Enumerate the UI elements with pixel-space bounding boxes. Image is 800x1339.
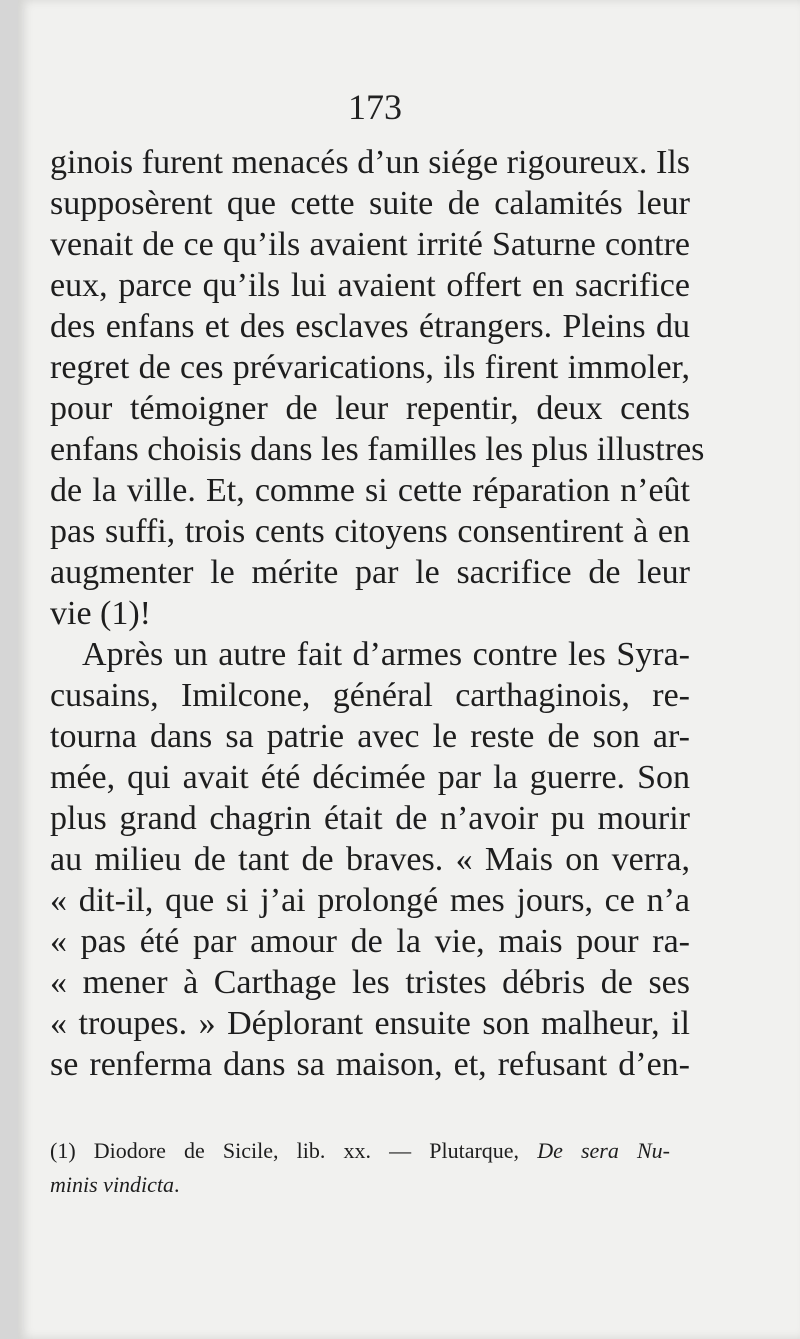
text-line: des enfans et des esclaves étrangers. Pleins du bbox=[50, 308, 690, 345]
footnote-title: De sera Nu- bbox=[537, 1138, 670, 1163]
text-line: venait de ce qu’ils avaient irrité Saturne contre bbox=[50, 226, 690, 263]
body-text bbox=[50, 142, 705, 1085]
footnote-line bbox=[50, 1168, 670, 1202]
text-line: au milieu de tant de braves. « Mais on verra, bbox=[50, 841, 690, 878]
text-line: mée, qui avait été décimée par la guerre. Son bbox=[50, 759, 690, 796]
footnote-title-continued: minis vindicta bbox=[50, 1172, 175, 1197]
text-line: plus grand chagrin était de n’avoir pu mourir bbox=[50, 800, 690, 837]
text-line: eux, parce qu’ils lui avaient offert en sacrifice bbox=[50, 267, 690, 304]
text-line: se renferma dans sa maison, et, refusant d’en- bbox=[50, 1046, 690, 1083]
book-page bbox=[18, 0, 800, 1339]
text-line: vie (1)! bbox=[50, 595, 152, 632]
text-line: « mener à Carthage les tristes débris de ses bbox=[50, 964, 690, 1001]
text-line: pas suffi, trois cents citoyens consentirent à en bbox=[50, 513, 690, 550]
paragraph-2 bbox=[50, 634, 690, 1085]
text-line: ginois furent menacés d’un siége rigoureux. Ils bbox=[50, 144, 690, 181]
text-line: tourna dans sa patrie avec le reste de son ar- bbox=[50, 718, 690, 755]
text-line: augmenter le mérite par le sacrifice de leur bbox=[50, 554, 690, 591]
footnote-period: . bbox=[174, 1172, 180, 1197]
footnote-line bbox=[50, 1134, 670, 1168]
text-line: « pas été par amour de la vie, mais pour ra- bbox=[50, 923, 690, 960]
text-line: supposèrent que cette suite de calamités leur bbox=[50, 185, 690, 222]
text-line: pour témoigner de leur repentir, deux cents bbox=[50, 390, 690, 427]
footnote bbox=[50, 1134, 670, 1202]
page-number: 173 bbox=[348, 87, 402, 127]
text-line: enfans choisis dans les familles les plus illustres bbox=[50, 431, 705, 468]
paragraph-1 bbox=[50, 142, 705, 634]
text-line: « dit-il, que si j’ai prolongé mes jours, ce n’a bbox=[50, 882, 690, 919]
text-line: regret de ces prévarications, ils firent immoler, bbox=[50, 349, 690, 386]
footnote-citation: (1) Diodore de Sicile, lib. xx. — Plutarque, bbox=[50, 1138, 538, 1163]
text-line: cusains, Imilcone, général carthaginois, re- bbox=[50, 677, 690, 714]
text-line: « troupes. » Déplorant ensuite son malheur, il bbox=[50, 1005, 690, 1042]
text-line: de la ville. Et, comme si cette réparation n’eût bbox=[50, 472, 690, 509]
text-line: Après un autre fait d’armes contre les Syra- bbox=[82, 636, 690, 673]
